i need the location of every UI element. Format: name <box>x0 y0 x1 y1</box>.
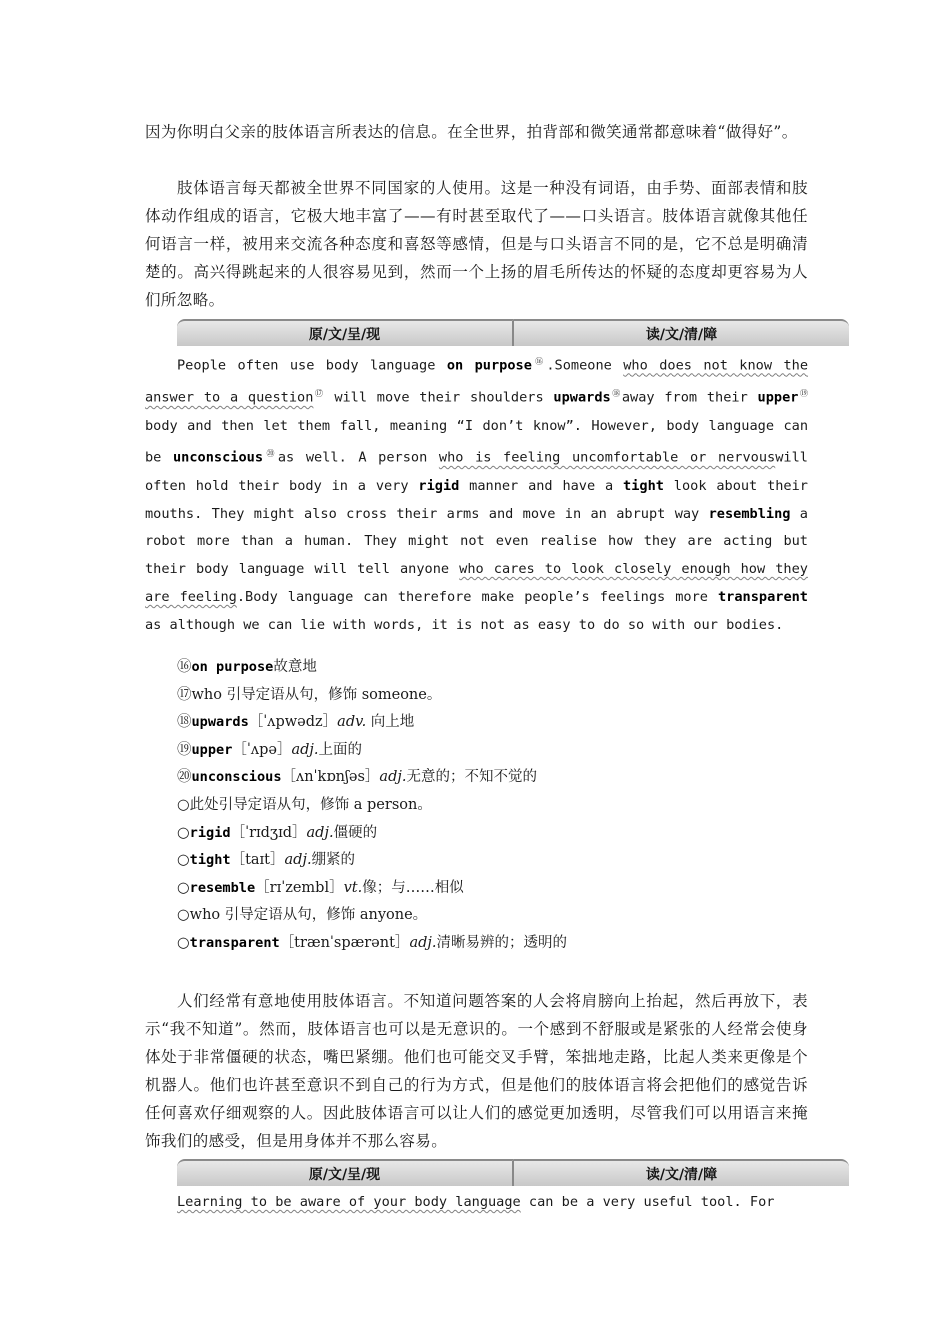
section-banner-2 <box>177 1159 849 1186</box>
english-passage-1: People often use body language on purpose⑯.Someone who does not know the answer to a question⑰ will move their shoulders upwards⑱away from their upper⑲ body and then let them fall, meaning “I don’t know”. However, body language can be unconscious⑳as well. A person who is feeling uncomfortable or nervouswill often hold their body in a very rigid manner and have a tight look about their mouths. They might also cross their arms and move in an abrupt way resembling a robot more than a human. They might not even realise how they are acting but their body language will tell anyone who cares to look closely enough how they are feeling.Body language can therefore make people’s feelings more transparent as although we can lie with words, it is not as easy to do so with our bodies. <box>145 357 809 633</box>
underlined-clause-3: who cares to look closely enough how they are feeling <box>145 561 808 605</box>
banner-left-label: 原/文/呈/现 <box>177 1159 514 1186</box>
banner-right-label: 读/文/清/障 <box>514 1159 849 1186</box>
banner-right-label: 读/文/清/障 <box>514 319 849 346</box>
keyword-unconscious: unconscious <box>172 449 264 466</box>
note-item: ○resemble［rɪˈzembl］vt.像；与……相似 <box>177 879 464 896</box>
chinese-paragraph-3: 人们经常有意地使用肢体语言。不知道问题答案的人会将肩膀向上抬起，然后再放下，表示“我不知道”。然而，肢体语言也可以是无意识的。一个感到不舒服或是紧张的人经常会使身体处于非常僵硬的状态，嘴巴紧绷。他们也可能交叉手臂，笨拙地走路，比起人类来更像是个机器人。他们也许甚至意识不到自己的行为方式，但是他们的肢体语言将会把他们的感觉告诉任何喜欢仔细观察的人。因此肢体语言可以让人们的感觉更加透明，尽管我们可以用语言来掩饰我们的感受，但是用身体并不那么容易。 <box>145 992 808 1150</box>
note-item: ○此处引导定语从句，修饰 a person。 <box>177 796 432 813</box>
keyword-upwards: upwards <box>553 389 611 406</box>
note-item: ⑱upwards［ˈʌpwədz］adv. 向上地 <box>177 714 415 731</box>
keyword-resembling: resembling <box>708 505 791 522</box>
keyword-upper: upper <box>757 389 799 406</box>
note-item: ○who 引导定语从句，修饰 anyone。 <box>177 907 428 924</box>
vocabulary-notes <box>177 654 817 958</box>
keyword-rigid: rigid <box>418 477 460 494</box>
note-item: ○tight［taɪt］adj.绷紧的 <box>177 852 356 869</box>
underlined-clause-2: who is feeling uncomfortable or nervous <box>438 449 776 466</box>
note-item: ⑰who 引导定语从句，修饰 someone。 <box>177 686 442 703</box>
note-item: ○rigid［ˈrɪdʒɪd］adj.僵硬的 <box>177 824 378 841</box>
chinese-paragraph-2: 肢体语言每天都被全世界不同国家的人使用。这是一种没有词语，由手势、面部表情和肢体动作组成的语言，它极大地丰富了——有时甚至取代了——口头语言。肢体语言就像其他任何语言一样，被用来交流各种态度和喜怒等感情，但是与口头语言不同的是，它不总是明确清楚的。高兴得跳起来的人很容易见到，然而一个上扬的眉毛所传达的怀疑的态度却更容易为人们所忽略。 <box>145 179 808 309</box>
keyword-on-purpose: on purpose <box>446 357 532 374</box>
section-banner-1 <box>177 319 849 346</box>
banner-left-label: 原/文/呈/现 <box>177 319 514 346</box>
keyword-tight: tight <box>623 477 664 494</box>
note-item: ⑯on purpose故意地 <box>177 659 317 675</box>
underlined-clause-4: Learning to be aware of your body language <box>177 1194 521 1210</box>
chinese-paragraph-1: 因为你明白父亲的肢体语言所表达的信息。在全世界，拍背部和微笑通常都意味着“做得好”。 <box>145 123 798 141</box>
underlined-clause-1: who does not know the answer to a question <box>145 357 809 406</box>
note-item: ⑲upper［ˈʌpə］adj.上面的 <box>177 741 363 758</box>
note-item: ⑳unconscious［ʌnˈkɒnʃəs］adj.无意的；不知不觉的 <box>177 769 537 786</box>
note-item: ○transparent［trænˈspærənt］adj.清晰易辨的；透明的 <box>177 934 567 951</box>
english-passage-2: Learning to be aware of your body language can be a very useful tool. For <box>177 1194 775 1210</box>
keyword-transparent: transparent <box>717 588 808 605</box>
